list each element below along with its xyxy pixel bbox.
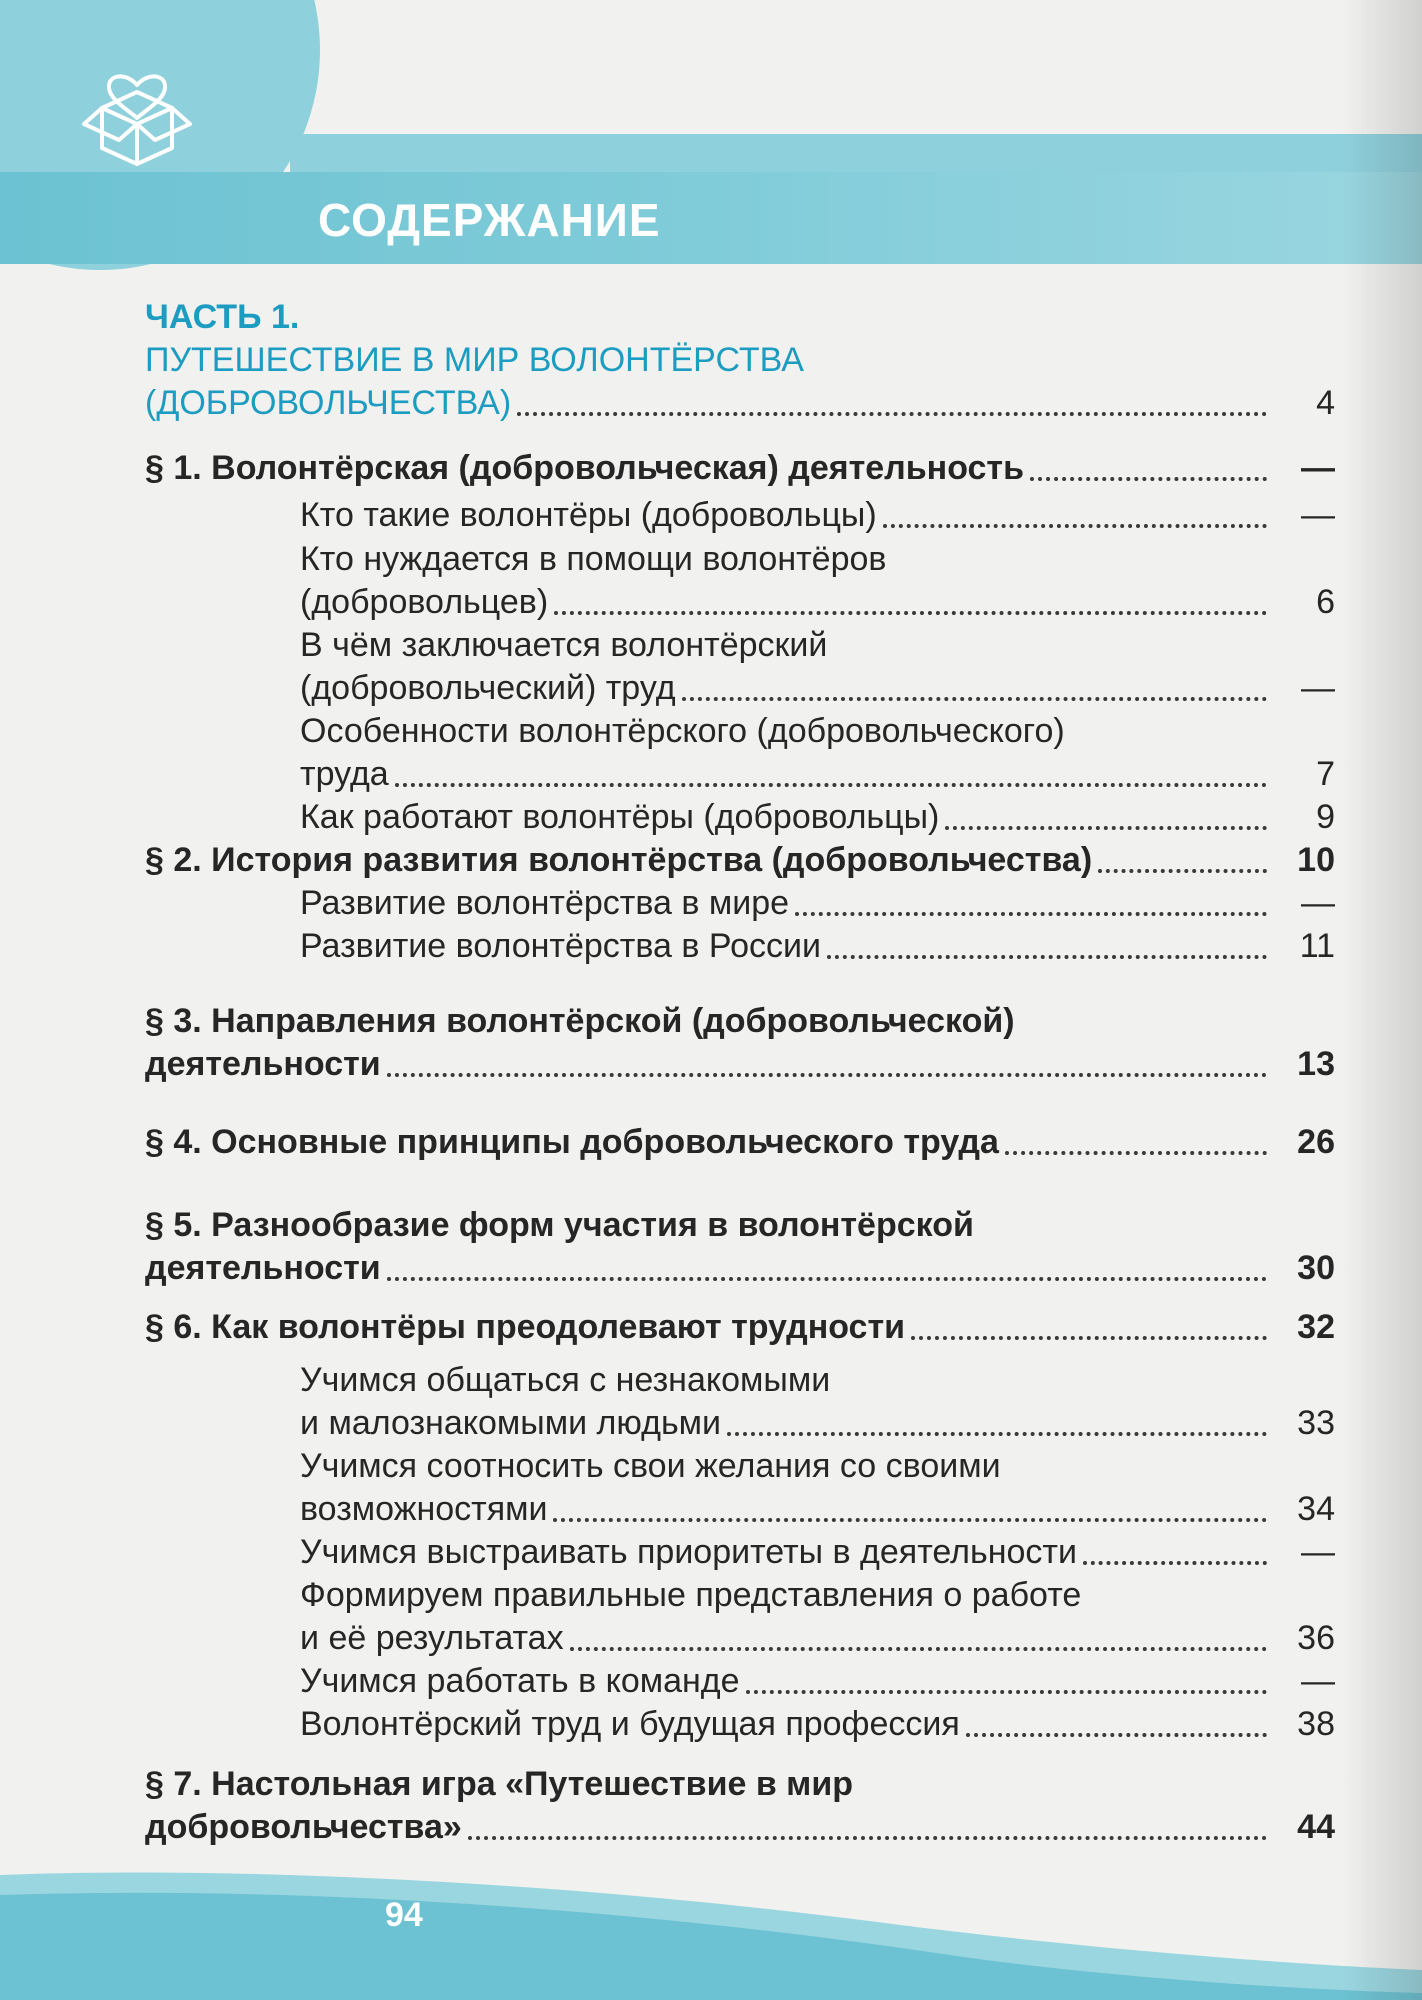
- page-number: 34: [1297, 1490, 1335, 1528]
- leader-dots: [553, 1518, 1267, 1522]
- toc-section-entry: [145, 447, 1335, 490]
- toc-subsection-entry: [300, 1703, 1335, 1746]
- leader-dots: [827, 955, 1267, 959]
- footer-wave: [0, 1855, 1422, 2000]
- subsection-title-line1: Учимся общаться с незнакомыми: [300, 1361, 831, 1399]
- toc-subsection-entry: [300, 1488, 1335, 1531]
- subsection-title-line1: В чём заключается волонтёрский: [300, 626, 828, 664]
- section-title-line1: § 3. Направления волонтёрской (добровольческой): [145, 1002, 1015, 1040]
- subsection-title: Развитие волонтёрства в мире: [300, 884, 790, 922]
- subsection-title-line1: Формируем правильные представления о работе: [300, 1576, 1082, 1614]
- page-number: 10: [1297, 841, 1335, 879]
- toc-subsection-entry: [300, 882, 1335, 925]
- toc-subsection-entry: [300, 796, 1335, 839]
- toc-subsection-entry: [300, 1617, 1335, 1660]
- section-title: § 1. Волонтёрская (добровольческая) деятельность: [145, 449, 1024, 487]
- leader-dots: [570, 1647, 1267, 1651]
- subsection-title-line2: (добровольческий) труд: [300, 669, 676, 707]
- leader-dots: [387, 1277, 1267, 1281]
- leader-dots: [966, 1733, 1267, 1737]
- page-number: 13: [1297, 1045, 1335, 1083]
- page-number: —: [1301, 449, 1335, 487]
- part-title-line2: (ДОБРОВОЛЬЧЕСТВА): [145, 384, 512, 422]
- toc-subsection-entry: [300, 1660, 1335, 1703]
- page-title: СОДЕРЖАНИЕ: [318, 194, 661, 246]
- page-number: 33: [1297, 1404, 1335, 1442]
- subsection-title-line1: Учимся соотносить свои желания со своими: [300, 1447, 1001, 1485]
- leader-dots: [468, 1836, 1267, 1840]
- leader-dots: [554, 611, 1267, 615]
- toc-subsection-entry: [300, 494, 1335, 537]
- subsection-title-line2: и малознакомыми людьми: [300, 1404, 722, 1442]
- subsection-title-line1: Кто нуждается в помощи волонтёров: [300, 540, 887, 578]
- leader-dots: [1005, 1151, 1267, 1155]
- toc-section-entry: [145, 1043, 1335, 1086]
- page-number-footer: 94: [385, 1896, 423, 1934]
- leader-dots: [945, 826, 1267, 830]
- page-number: —: [1301, 496, 1335, 534]
- section-title-line2: деятельности: [145, 1249, 381, 1287]
- page-number: 6: [1316, 583, 1335, 621]
- leader-dots: [395, 783, 1267, 787]
- toc-section-entry: [145, 839, 1335, 882]
- part-title-line1: ПУТЕШЕСТВИЕ В МИР ВОЛОНТЁРСТВА: [145, 341, 804, 379]
- section-title-line2: деятельности: [145, 1045, 381, 1083]
- section-title-line2: добровольчества»: [145, 1808, 462, 1846]
- subsection-title: Кто такие волонтёры (добровольцы): [300, 496, 877, 534]
- leader-dots: [727, 1432, 1267, 1436]
- leader-dots: [1098, 869, 1267, 873]
- page-number: 26: [1297, 1123, 1335, 1161]
- page-number: 7: [1316, 755, 1335, 793]
- subsection-title-line2: возможностями: [300, 1490, 548, 1528]
- page-number: —: [1301, 669, 1335, 707]
- toc-subsection-entry: [300, 753, 1335, 796]
- page-number: —: [1301, 1533, 1335, 1571]
- page-number: 4: [1316, 384, 1335, 422]
- page-number: 30: [1297, 1249, 1335, 1287]
- subsection-title-line1: Особенности волонтёрского (добровольческого): [300, 712, 1065, 750]
- toc-subsection-entry: [300, 925, 1335, 968]
- section-title: § 2. История развития волонтёрства (добровольчества): [145, 841, 1093, 879]
- subsection-title: Учимся выстраивать приоритеты в деятельности: [300, 1533, 1077, 1571]
- subsection-title: Как работают волонтёры (добровольцы): [300, 798, 940, 836]
- page-number: 9: [1316, 798, 1335, 836]
- toc-section-entry: [145, 1121, 1335, 1164]
- page-number: 44: [1297, 1808, 1335, 1846]
- section-title-line1: § 5. Разнообразие форм участия в волонтёрской: [145, 1206, 974, 1244]
- page-number: 32: [1297, 1308, 1335, 1346]
- leader-dots: [746, 1690, 1267, 1694]
- leader-dots: [517, 412, 1267, 416]
- page-number: —: [1301, 884, 1335, 922]
- section-title: § 6. Как волонтёры преодолевают трудности: [145, 1308, 906, 1346]
- toc-subsection-entry: [300, 1531, 1335, 1574]
- page-number: —: [1301, 1662, 1335, 1700]
- part-label: ЧАСТЬ 1.: [145, 298, 300, 336]
- leader-dots: [1083, 1561, 1267, 1565]
- subsection-title-line2: труда: [300, 755, 389, 793]
- subsection-title: Волонтёрский труд и будущая профессия: [300, 1705, 960, 1743]
- section-title: § 4. Основные принципы добровольческого труда: [145, 1123, 999, 1161]
- toc-section-entry: [145, 1306, 1335, 1349]
- toc-subsection-entry: [300, 667, 1335, 710]
- leader-dots: [883, 524, 1267, 528]
- leader-dots: [1030, 477, 1267, 481]
- section-title-line1: § 7. Настольная игра «Путешествие в мир: [145, 1765, 853, 1803]
- page-number: 38: [1297, 1705, 1335, 1743]
- subsection-title-line2: (добровольцев): [300, 583, 549, 621]
- page-number: 11: [1299, 927, 1335, 965]
- subsection-title-line2: и её результатах: [300, 1619, 564, 1657]
- toc-section-entry: [145, 1247, 1335, 1290]
- subsection-title: Развитие волонтёрства в России: [300, 927, 821, 965]
- leader-dots: [682, 697, 1267, 701]
- toc-section-entry: [145, 1806, 1335, 1849]
- toc-subsection-entry: [300, 581, 1335, 624]
- leader-dots: [387, 1073, 1267, 1077]
- toc-part-entry: [145, 382, 1335, 425]
- subsection-title: Учимся работать в команде: [300, 1662, 740, 1700]
- leader-dots: [795, 912, 1267, 916]
- leader-dots: [911, 1336, 1267, 1340]
- toc-subsection-entry: [300, 1402, 1335, 1445]
- page-number: 36: [1297, 1619, 1335, 1657]
